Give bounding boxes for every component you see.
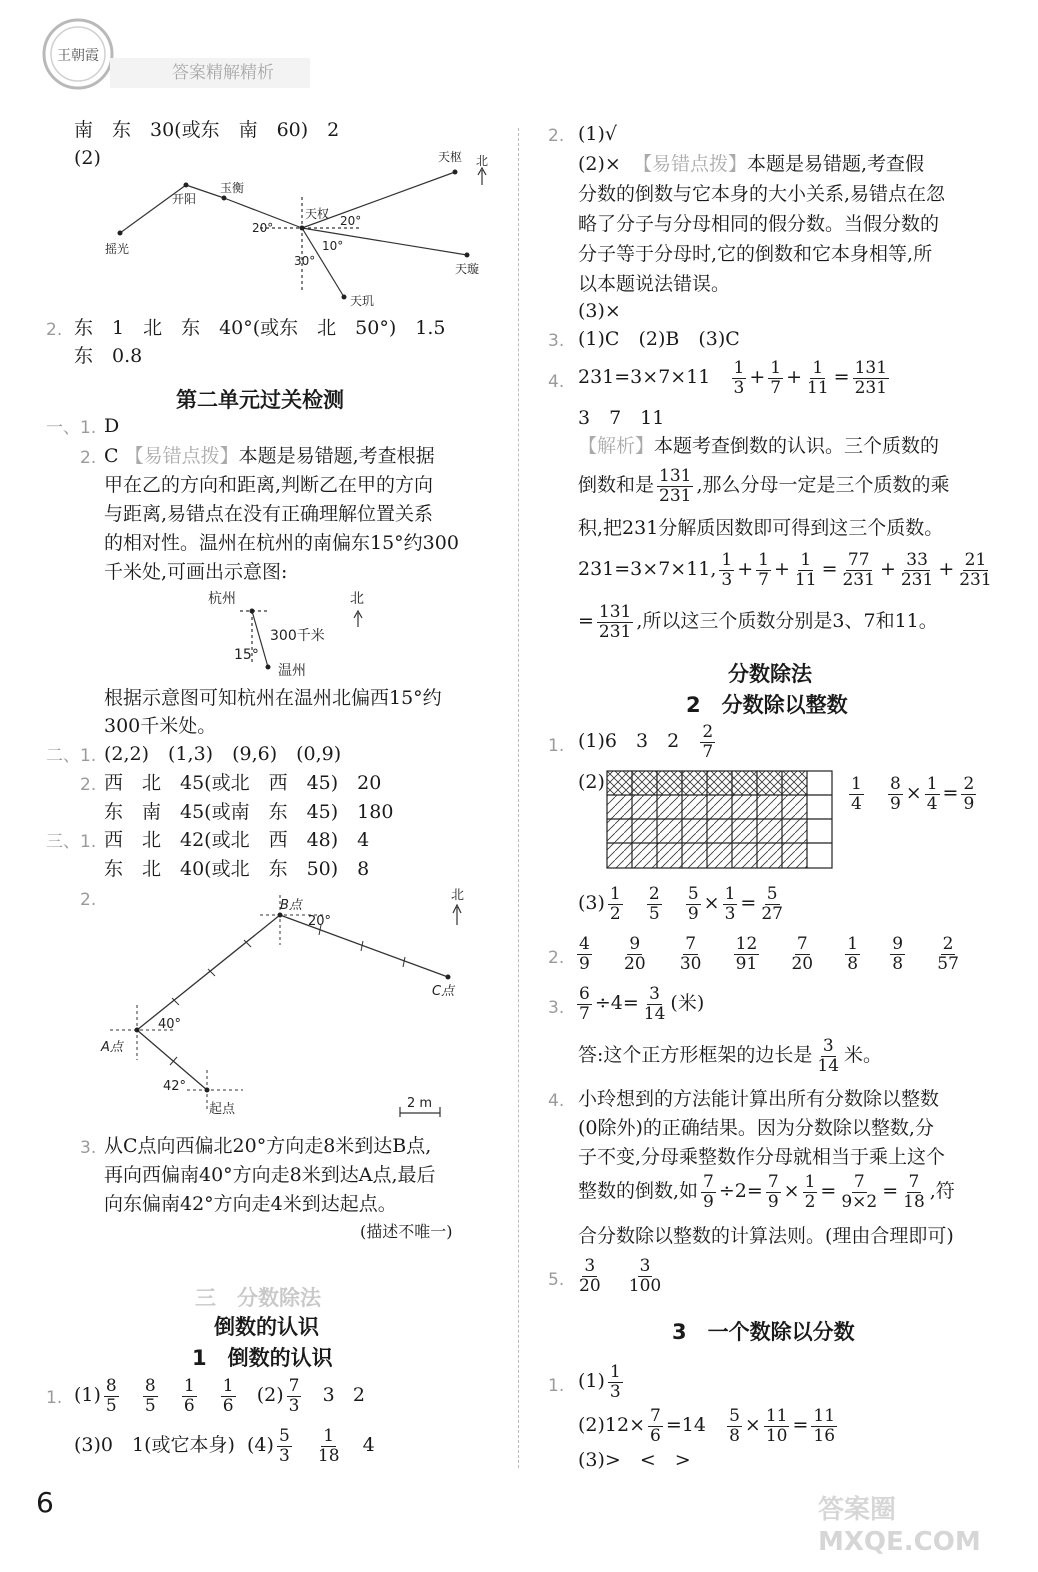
- s1-2-tip-label: 【易错点拨】: [124, 445, 239, 467]
- s3-2-label: 2.: [80, 890, 97, 910]
- s3-1b: 东 北 40(或北 东 50) 8: [104, 858, 370, 880]
- angle-40: 40°: [158, 1017, 182, 1032]
- page-number: 6: [36, 1486, 54, 1519]
- label-c: C点: [432, 984, 455, 999]
- d1-2-answer: $\frac{1}{4}$ $\frac{8}{9}$ × $\frac{1}{4}$ = $\frac{2}{9}$: [851, 773, 975, 814]
- rq2-t5: 以本题说法错误。: [578, 273, 731, 295]
- l-line1: 南 东 30(或东 南 60) 2: [74, 119, 340, 141]
- chapter3-title: 三 分数除法: [195, 1286, 321, 1310]
- rq2-1: (1)√: [578, 123, 618, 145]
- label-distance: 300千米: [270, 628, 325, 644]
- label-start: 起点: [209, 1102, 236, 1117]
- watermark: 答案圈 MXQE.COM: [818, 1495, 981, 1557]
- s1-2-ans: C: [104, 445, 119, 467]
- s1-label: 一、1.: [46, 418, 97, 438]
- rq2-t2: 分数的倒数与它本身的大小关系,易错点在忽: [578, 183, 946, 205]
- rq4-jx1: 【解析】本题考查倒数的认识。三个质数的: [578, 435, 940, 457]
- s2-2a: 西 北 45(或北 西 45) 20: [104, 772, 382, 794]
- angle-30: 30°: [294, 254, 316, 268]
- l-q2-a: 东 1 北 东 40°(或东 北 50°) 1.5: [74, 317, 446, 339]
- label-north1: 北: [476, 154, 489, 168]
- s2-2-label: 2.: [80, 775, 97, 795]
- label-angle: 15°: [234, 647, 259, 663]
- label-north3: 北: [451, 888, 465, 903]
- s3-3-note: (描述不唯一): [360, 1222, 453, 1241]
- rq2-3: (3)×: [578, 300, 621, 322]
- angle-42: 42°: [163, 1079, 187, 1094]
- label-wenzhou: 温州: [278, 663, 306, 679]
- s3-3-label: 3.: [80, 1138, 97, 1158]
- rq2-t4: 分子等于分母时,它的倒数和它本身相等,所: [578, 243, 933, 265]
- right-section-title: 分数除法: [728, 662, 812, 686]
- label-yaoguang: 摇光: [105, 242, 130, 256]
- rq4-jx2: 倒数和是 $\frac{131}{231}$ ,那么分母一定是三个质数的乘: [578, 465, 950, 506]
- r1-row1: (1) $\frac{8}{5}$ $\frac{8}{5}$ $\frac{1}{6}$ $\frac{1}{6}$ (2) $\frac{7}{3}$ 3 2: [74, 1375, 365, 1416]
- s3-3c: 向东偏南42°方向走4米到达起点。: [104, 1193, 397, 1215]
- route-diagram: [95, 885, 495, 1125]
- angle-10: 10°: [322, 239, 344, 253]
- s3-3b: 再向西偏南40°方向走8米到达A点,最后: [104, 1164, 436, 1186]
- reciprocal-section-title: 倒数的认识: [214, 1315, 319, 1339]
- label-tianji: 天玑: [350, 294, 375, 308]
- d1-label: 1.: [548, 736, 565, 756]
- label-yuheng: 玉衡: [220, 181, 245, 195]
- rq4-jx3: 积,把231分解质因数即可得到这三个质数。: [578, 517, 944, 539]
- d4-label: 4.: [548, 1091, 565, 1111]
- label-b: B点: [280, 898, 302, 913]
- s1-2-line2: 甲在乙的方向和距离,判断乙在甲的方向: [104, 474, 434, 496]
- label-tianshu: 天枢: [438, 150, 463, 164]
- d4-t3: 子不变,分母乘整数作分母就相当于乘上这个: [578, 1146, 946, 1168]
- label-hangzhou: 杭州: [208, 591, 236, 607]
- s1-2-label: 2.: [80, 448, 97, 468]
- reciprocal-sub-title: 1 倒数的认识: [192, 1346, 333, 1370]
- hangzhou-wenzhou-diagram: [200, 585, 390, 680]
- s1-1-answer: D: [104, 415, 120, 437]
- label-north2: 北: [350, 591, 364, 607]
- d3-answer: 答:这个正方形框架的边长是 $\frac{3}{14}$ 米。: [578, 1035, 883, 1076]
- column-divider: [518, 128, 519, 1468]
- r1-label: 1.: [46, 1388, 63, 1408]
- rq4-jx4: 231=3×7×11, $\frac{1}{3}$ + $\frac{1}{7}$ + $\frac{1}{11}$ = $\frac{77}{231}$ + $\frac{33}{231}$ + $\frac{21}{231}$: [578, 549, 992, 590]
- angle-20b: 20°: [252, 221, 274, 235]
- big-dipper-diagram: [100, 145, 500, 310]
- rq3-label: 3.: [548, 331, 565, 351]
- rq2-t3: 略了分子与分母相同的假分数。当假分数的: [578, 213, 940, 235]
- brand-logo: [38, 14, 118, 94]
- rq4-row: 231=3×7×11 $\frac{1}{3}$ + $\frac{1}{7}$ + $\frac{1}{11}$ = $\frac{131}{231}$: [578, 357, 888, 398]
- unit2-title: 第二单元过关检测: [176, 388, 344, 412]
- s1-2-line1: [104, 442, 435, 470]
- s3-3a: 从C点向西偏北20°方向走8米到达B点,: [104, 1135, 432, 1157]
- rq2-label: 2.: [548, 126, 565, 146]
- d1-1: (1)6 3 2 $\frac{2}{7}$: [578, 721, 714, 762]
- s3-1a: 西 北 42(或北 西 48) 4: [104, 829, 370, 851]
- fraction-grid: [606, 770, 834, 870]
- right-sub2-title: 2 分数除以整数: [686, 693, 848, 717]
- e1-1: (1) $\frac{1}{3}$: [578, 1361, 621, 1402]
- d4-t5: 合分数除以整数的计算法则。(理由合理即可): [578, 1225, 954, 1247]
- d2-label: 2.: [548, 948, 565, 968]
- s2-1: (2,2) (1,3) (9,6) (0,9): [104, 743, 342, 765]
- angle-20a: 20°: [340, 214, 362, 228]
- rq4-jx5: = $\frac{131}{231}$ ,所以这三个质数分别是3、7和11。: [578, 601, 938, 642]
- label-scale: 2 m: [407, 1096, 433, 1111]
- rq4-label: 4.: [548, 372, 565, 392]
- e1-2: (2)12× $\frac{7}{6}$ =14 $\frac{5}{8}$ × $\frac{11}{10}$ = $\frac{11}{16}$: [578, 1405, 836, 1446]
- s2-2b: 东 南 45(或南 东 45) 180: [104, 801, 394, 823]
- right-sub3-title: 3 一个数除以分数: [672, 1320, 855, 1344]
- l-line2: (2): [74, 147, 101, 169]
- s1-2-line3: 与距离,易错点在没有正确理解位置关系: [104, 503, 434, 525]
- d2-answers: $\frac{4}{9}$ $\frac{9}{20}$ $\frac{7}{30}$ $\frac{12}{91}$ $\frac{7}{20}$ $\frac{1}{8}$ $\frac{9}{8}$ $\frac{2}{57}$: [579, 933, 959, 974]
- s1-2-line4: 的相对性。温州在杭州的南偏东15°约300: [104, 532, 459, 554]
- s1-2-line5: 千米处,可画出示意图:: [104, 561, 288, 583]
- d4-t2: (0除外)的正确结果。因为分数除以整数,分: [578, 1117, 934, 1139]
- d1-2-label: (2): [578, 771, 605, 793]
- r1-row2: (3)0 1(或它本身) (4) $\frac{5}{3}$ $\frac{1}{18}$ 4: [74, 1425, 375, 1466]
- s1-2-line6: 根据示意图可知杭州在温州北偏西15°约: [104, 687, 442, 709]
- s1-2-t1: 本题是易错题,考查根据: [238, 445, 435, 467]
- d5-label: 5.: [548, 1270, 565, 1290]
- d1-3: (3) $\frac{1}{2}$ $\frac{2}{5}$ $\frac{5}{9}$ × $\frac{1}{3}$ = $\frac{5}{27}$: [578, 883, 783, 924]
- s2-label: 二、1.: [46, 746, 97, 766]
- d5-answers: $\frac{3}{20}$ $\frac{3}{100}$: [579, 1255, 662, 1296]
- label-a: A点: [101, 1040, 123, 1055]
- d4-t1: 小玲想到的方法能计算出所有分数除以整数: [578, 1088, 940, 1110]
- s3-label: 三、1.: [46, 832, 97, 852]
- label-tianquan: 天权: [305, 207, 330, 221]
- brand-text: 王朝霞: [57, 48, 99, 64]
- rq3: (1)C (2)B (3)C: [578, 328, 740, 350]
- d3-eq: $\frac{6}{7}$ ÷4= $\frac{3}{14}$ (米): [579, 983, 705, 1024]
- d3-label: 3.: [548, 998, 565, 1018]
- rq2-2: (2)× 【易错点拨】本题是易错题,考查假: [578, 153, 924, 175]
- s1-2-line7: 300千米处。: [104, 715, 217, 737]
- label-kaiyang: 开阳: [172, 192, 197, 206]
- label-tianxuan: 天璇: [455, 262, 480, 276]
- angle-20: 20°: [308, 914, 332, 929]
- d4-t4: 整数的倒数,如 $\frac{7}{9}$ ÷2= $\frac{7}{9}$ × $\frac{1}{2}$ = $\frac{7}{9\times 2}$ = $\frac{7}{18}$ ,符: [578, 1171, 955, 1212]
- rq4-nums: 3 7 11: [578, 407, 665, 429]
- e1-label: 1.: [548, 1376, 565, 1396]
- header-title: 答案精解精析: [172, 63, 274, 83]
- l-q2-b: 东 0.8: [74, 345, 143, 367]
- l-q2-num: 2.: [46, 320, 63, 340]
- e1-3: (3)> < >: [578, 1449, 691, 1471]
